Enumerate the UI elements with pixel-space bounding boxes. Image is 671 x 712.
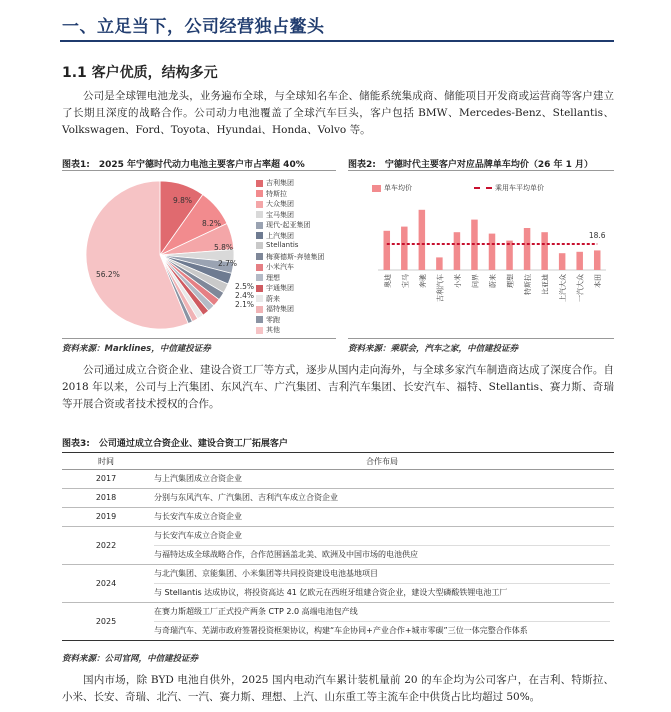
figure1-source: 资料来源：Marklines，中信建投证券	[62, 344, 211, 354]
pie-legend-item	[256, 325, 280, 335]
table-row	[62, 508, 614, 527]
table-cell-line: 与奇瑞汽车、芜湖市政府签署投资框架协议，构建“车企协同+产业合作+城市零碳”三位一体完整合作体系	[154, 621, 610, 638]
pie-legend-swatch	[256, 274, 263, 281]
bar-8	[524, 228, 531, 270]
bar-legend-item	[372, 183, 412, 193]
pie-legend-swatch	[256, 211, 263, 218]
pie-legend-item	[256, 273, 280, 283]
table-cell-layout	[150, 527, 614, 565]
bar-0	[384, 231, 391, 270]
table-cell-year: 2019	[62, 508, 150, 527]
table-cell-year: 2022	[62, 527, 150, 565]
x-tick-label: 特斯拉	[524, 274, 533, 295]
pie-legend-item	[256, 252, 325, 262]
pie-legend-label: 特斯拉	[266, 189, 287, 198]
intro-paragraph: 公司是全球锂电池龙头，业务遍布全球，与全球知名车企、储能系统集成商、储能项目开发商或运营商等客户建立了长期且深度的战略合作。公司动力电池覆盖了全球汽车巨头，客户包括 BMW、Mercedes-Benz、Stellantis、Volkswagen、Ford、Toyota、Hyundai、Honda、Volvo 等。	[62, 90, 614, 136]
pie-legend-item	[256, 283, 294, 293]
bar-4	[454, 232, 461, 270]
pie-legend-item	[256, 241, 298, 249]
figure1-title: 图表1: 2025 年宁德时代动力电池主要客户市占率超 40%	[62, 160, 305, 170]
pie-legend-label: 宇通集团	[266, 284, 294, 292]
line-legend-swatch	[474, 187, 492, 189]
x-tick-label: 蔚来	[489, 274, 497, 288]
page-title: 一、立足当下，公司经营独占鳌头	[62, 17, 325, 37]
section-heading: 1.1 客户优质，结构多元	[62, 65, 218, 81]
x-tick-label: 吉利汽车	[436, 274, 445, 302]
table-source: 资料来源：公司官网，中信建投证券	[62, 654, 199, 664]
pie-legend-label: 其他	[266, 326, 280, 334]
bar-6	[489, 234, 496, 270]
table-header-layout: 合作布局	[150, 453, 614, 470]
pie-legend-item	[256, 231, 294, 241]
bar-legend-swatch	[372, 185, 381, 192]
pie-legend-label: 福特集团	[266, 305, 294, 313]
x-tick-label: 小米	[453, 274, 462, 288]
bar-12	[594, 250, 601, 270]
pie-legend-swatch	[256, 232, 263, 239]
jv-table	[62, 452, 614, 641]
pie-legend-label: 零跑	[266, 315, 280, 324]
x-tick-label: 一汽大众	[576, 274, 585, 302]
pie-legend-item	[256, 294, 280, 304]
pie-legend-swatch	[256, 190, 263, 197]
bar-10	[559, 253, 566, 270]
pie-legend-label: 吉利集团	[266, 179, 294, 187]
figure2-title-rule	[348, 170, 614, 171]
table-cell-line: 与长安汽车成立合资企业	[154, 512, 242, 521]
bar-7	[506, 241, 513, 270]
pie-legend-swatch	[256, 327, 263, 334]
table-cell-year: 2017	[62, 470, 150, 489]
pie-legend-label: 小米汽车	[266, 263, 294, 271]
pie-legend-swatch	[256, 253, 263, 260]
table-cell-year: 2018	[62, 489, 150, 508]
pie-label-geely: 9.8%	[173, 196, 193, 205]
avg-price-label: 18.6	[588, 230, 606, 240]
brand-price-bar-chart	[348, 196, 614, 338]
pie-label-bmw: 2.7%	[218, 259, 238, 268]
pie-legend-label: 上汽集团	[266, 231, 294, 240]
x-tick-label: 奔驰	[418, 274, 427, 288]
table-cell-line: 与北汽集团、京能集团、小米集团等共同投资建设电池基地项目	[154, 569, 378, 578]
x-tick-label: 本田	[594, 274, 603, 288]
pie-legend-label: Stellantis	[266, 241, 299, 249]
pie-legend-label: 蔚来	[266, 294, 280, 303]
pie-legend-label: 宝马集团	[266, 210, 294, 219]
table-title: 图表3: 公司通过成立合资企业、建设合资工厂拓展客户	[62, 439, 288, 449]
table-cell-layout	[150, 470, 614, 489]
pie-legend-item	[256, 189, 287, 199]
pie-legend-item	[256, 220, 311, 230]
pie-legend-item	[256, 210, 294, 220]
pie-legend-label: 大众集团	[266, 200, 294, 208]
pie-legend-label: 理想	[266, 273, 280, 282]
pie-label-vw: 5.8%	[214, 243, 234, 252]
table-cell-line: 分别与东风汽车、广汽集团、吉利汽车成立合资企业	[154, 493, 338, 502]
pie-legend-swatch	[256, 285, 263, 292]
bar-2	[419, 210, 426, 270]
table-cell-line: 与福特达成全球战略合作，合作范围涵盖北美、欧洲及中国市场的电池供应	[154, 545, 610, 562]
figure2-bottom-rule	[348, 338, 614, 339]
x-tick-label: 理想	[506, 274, 515, 288]
pie-legend-swatch	[256, 222, 263, 229]
pie-legend-swatch	[256, 316, 263, 323]
bar-3	[436, 257, 443, 270]
line-legend-label: 乘用车平均单价	[495, 184, 544, 192]
table-cell-year: 2025	[62, 603, 150, 641]
pie-legend-swatch	[256, 201, 263, 208]
figure1-title-rule	[62, 170, 336, 171]
table-row	[62, 565, 614, 603]
x-tick-label: 奥迪	[383, 274, 392, 288]
table-cell-layout	[150, 508, 614, 527]
table-cell-layout	[150, 489, 614, 508]
pie-legend-item	[256, 315, 280, 325]
bar-9	[541, 232, 548, 270]
table-row	[62, 489, 614, 508]
pie-label-others: 56.2%	[96, 270, 120, 279]
pie-label-saic: 2.4%	[235, 291, 255, 300]
pie-legend-swatch	[256, 295, 263, 302]
table-cell-year: 2024	[62, 565, 150, 603]
pie-legend-item	[256, 262, 294, 272]
pie-legend-label: 梅赛德斯-奔驰集团	[266, 252, 325, 261]
title-divider	[60, 40, 614, 42]
pie-legend-item	[256, 304, 294, 314]
pie-label-tesla: 8.2%	[202, 219, 222, 228]
pie-legend-swatch	[256, 180, 263, 187]
line-legend-item	[474, 183, 544, 193]
customer-share-pie	[60, 172, 260, 337]
x-tick-label: 宝马	[401, 274, 410, 288]
jv-paragraph: 公司通过成立合资企业、建设合资工厂等方式，逐步从国内走向海外，与全球多家汽车制造商达成了深度合作。自 2018 年以来，公司与上汽集团、东风汽车、广汽集团、吉利汽车集团、长安汽车、福特、Stellantis、赛力斯、奇瑞等开展合资或者技术授权的合作。	[62, 364, 614, 410]
pie-legend-swatch	[256, 264, 263, 271]
figure2-title: 图表2: 宁德时代主要客户对应品牌单车均价（26 年 1 月）	[348, 160, 594, 170]
pie-legend-swatch	[256, 242, 263, 249]
pie-legend-swatch	[256, 306, 263, 313]
pie-legend-item	[256, 178, 294, 188]
table-cell-line: 与上汽集团成立合资企业	[154, 474, 242, 483]
x-tick-label: 上汽大众	[559, 274, 568, 302]
table-cell-line: 在赛力斯超级工厂正式投产两条 CTP 2.0 高端电池包产线	[154, 607, 358, 616]
bar-legend-label: 单车均价	[384, 184, 412, 192]
figure2-source: 资料来源：乘联会，汽车之家，中信建投证券	[348, 344, 519, 354]
table-cell-line: 与长安汽车成立合资企业	[154, 531, 242, 540]
bar-11	[576, 252, 583, 270]
pie-label-stellantis: 2.1%	[235, 300, 255, 309]
table-cell-layout	[150, 603, 614, 641]
table-cell-line: 与 Stellantis 达成协议，将投资高达 41 亿欧元在西班牙组建合资企业，建设大型磷酸铁锂电池工厂	[154, 583, 610, 600]
pie-legend-label: 现代-起亚集团	[266, 221, 311, 229]
x-tick-label: 比亚迪	[541, 274, 550, 295]
pie-label-hyundai: 2.5%	[235, 282, 255, 291]
table-header-row	[62, 453, 614, 470]
figure1-bottom-rule	[62, 338, 336, 339]
pie-legend-item	[256, 199, 294, 209]
table-row	[62, 527, 614, 565]
bar-1	[401, 227, 408, 270]
table-row	[62, 470, 614, 489]
table-header-year: 时间	[62, 453, 150, 470]
x-tick-label: 问界	[471, 274, 480, 288]
table-row	[62, 603, 614, 641]
domestic-paragraph: 国内市场，除 BYD 电池自供外，2025 国内电动汽车累计装机量前 20 的车企均为公司客户，在吉利、特斯拉、小米、长安、奇瑞、北汽、一汽、赛力斯、理想、上汽、山东重工等主流车企中供货占比均超过 50%。	[62, 674, 614, 703]
table-cell-layout	[150, 565, 614, 603]
